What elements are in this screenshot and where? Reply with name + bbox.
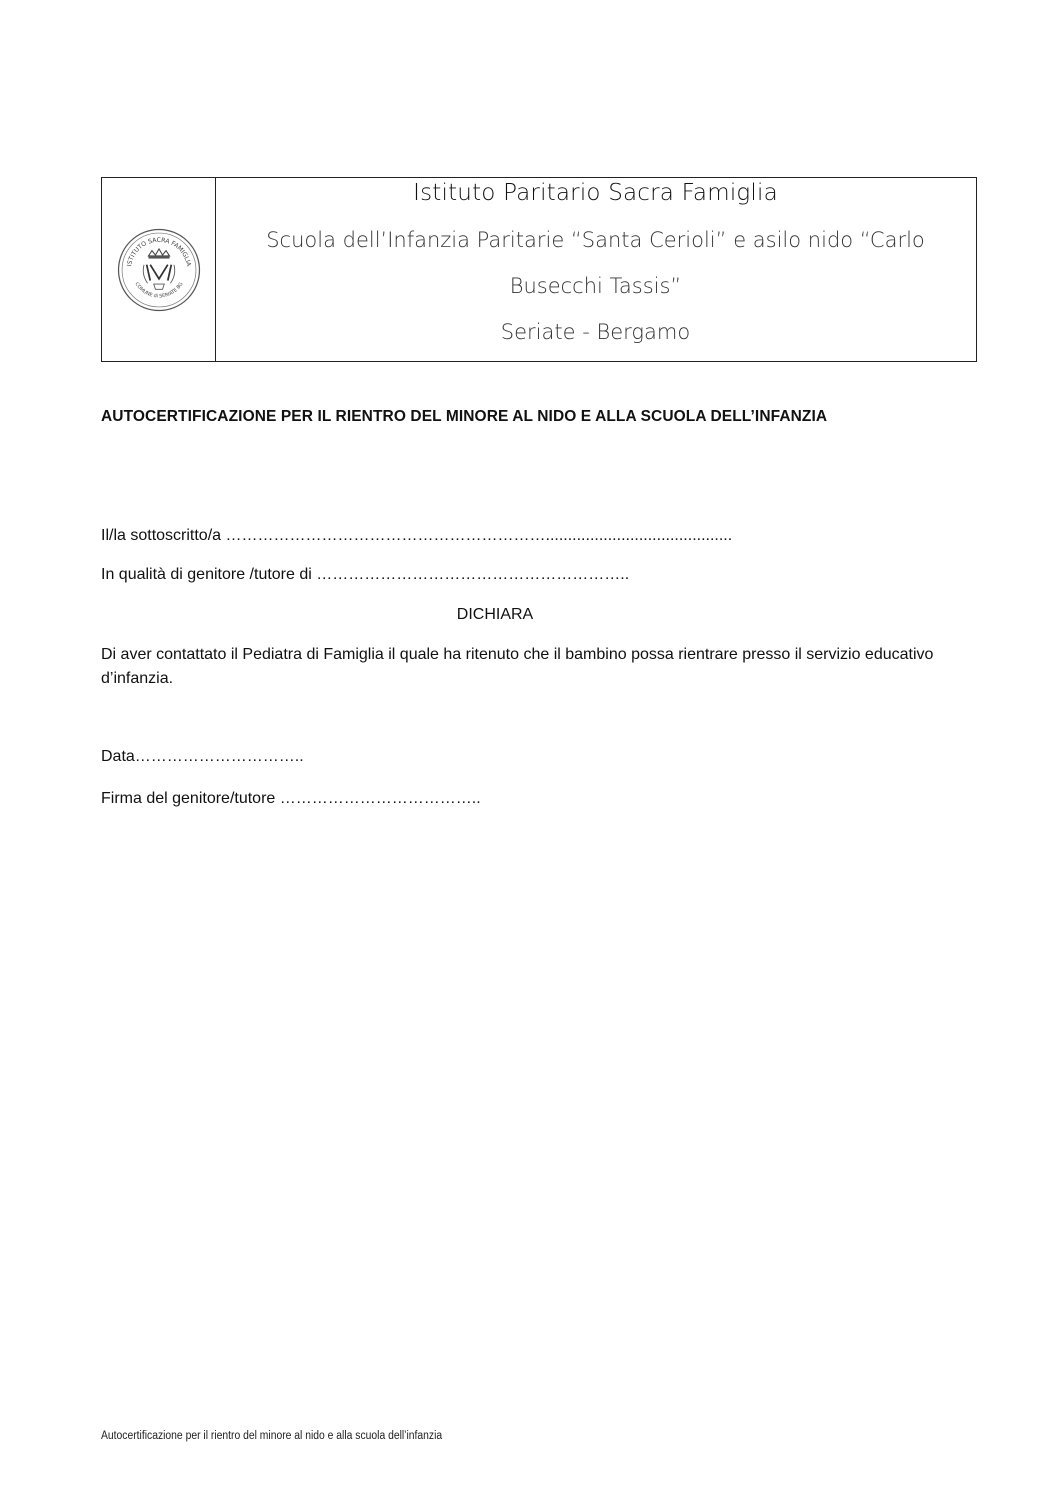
school-seal-icon <box>115 226 203 314</box>
declares-heading: DICHIARA <box>456 606 534 623</box>
header-box <box>101 177 977 362</box>
school-location: Seriate - Bergamo <box>500 320 691 344</box>
document-title: AUTOCERTIFICAZIONE PER IL RIENTRO DEL MINORE AL NIDO E ALLA SCUOLA DELL’INFANZIA <box>101 408 828 425</box>
page-footer: Autocertificazione per il rientro del minore al nido e alla scuola dell’infanzia <box>101 1430 443 1442</box>
signatory-field[interactable]: Il/la sottoscritto/a …………………………………………………….......................................... <box>101 527 733 544</box>
institute-name: Istituto Paritario Sacra Famiglia <box>413 180 778 206</box>
logo-cell <box>102 178 216 361</box>
svg-text:COMUNE di SERIATE BG: COMUNE di SERIATE BG <box>132 281 185 299</box>
signature-field[interactable]: Firma del genitore/tutore ……………………………….. <box>101 790 481 807</box>
guardian-of-field[interactable]: In qualità di genitore /tutore di ………………………………………………….. <box>101 566 630 583</box>
svg-text:ISTITUTO SACRA FAMIGLIA: ISTITUTO SACRA FAMIGLIA <box>125 236 192 267</box>
school-line-2: Busecchi Tassis” <box>509 274 682 298</box>
date-field[interactable]: Data………………………….. <box>101 748 304 765</box>
school-line-1: Scuola dell’Infanzia Paritarie “Santa Cerioli” e asilo nido “Carlo <box>266 228 925 252</box>
title-cell <box>216 178 976 361</box>
statement-text: Di aver contattato il Pediatra di Famiglia il quale ha ritenuto che il bambino possa rientrare presso il servizio educativo d’infanzia. <box>101 646 934 687</box>
